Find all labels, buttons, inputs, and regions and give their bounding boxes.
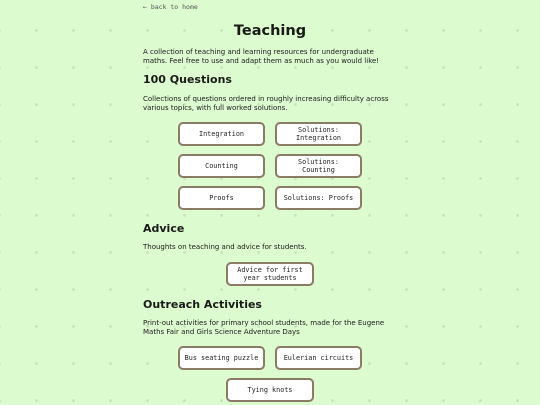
- advice-first-year-button[interactable]: Advice for first year students: [226, 262, 314, 286]
- counting-button[interactable]: Counting: [178, 154, 265, 178]
- back-to-home-link[interactable]: ← back to home: [143, 3, 198, 11]
- questions-description: Collections of questions ordered in roughly increasing difficulty across various topics, with full worked solutions.: [143, 95, 389, 112]
- section-heading-advice: Advice: [143, 222, 185, 235]
- outreach-description: Print-out activities for primary school students, made for the Eugene Maths Fair and Girls Science Adventure Days: [143, 319, 385, 336]
- intro-text: A collection of teaching and learning resources for undergraduate maths. Feel free to use and adapt them as much as you would like!: [143, 48, 380, 65]
- bus-seating-puzzle-button[interactable]: Bus seating puzzle: [178, 346, 265, 370]
- solutions-integration-button[interactable]: Solutions: Integration: [275, 122, 362, 146]
- eulerian-circuits-button[interactable]: Eulerian circuits: [275, 346, 362, 370]
- integration-button[interactable]: Integration: [178, 122, 265, 146]
- solutions-proofs-button[interactable]: Solutions: Proofs: [275, 186, 362, 210]
- page-content: [143, 0, 397, 394]
- section-heading-outreach: Outreach Activities: [143, 298, 262, 311]
- page-title: Teaching: [233, 23, 307, 39]
- tying-knots-button[interactable]: Tying knots: [226, 378, 314, 402]
- solutions-counting-button[interactable]: Solutions: Counting: [275, 154, 362, 178]
- section-heading-questions: 100 Questions: [143, 73, 232, 86]
- advice-description: Thoughts on teaching and advice for students.: [143, 243, 307, 251]
- proofs-button[interactable]: Proofs: [178, 186, 265, 210]
